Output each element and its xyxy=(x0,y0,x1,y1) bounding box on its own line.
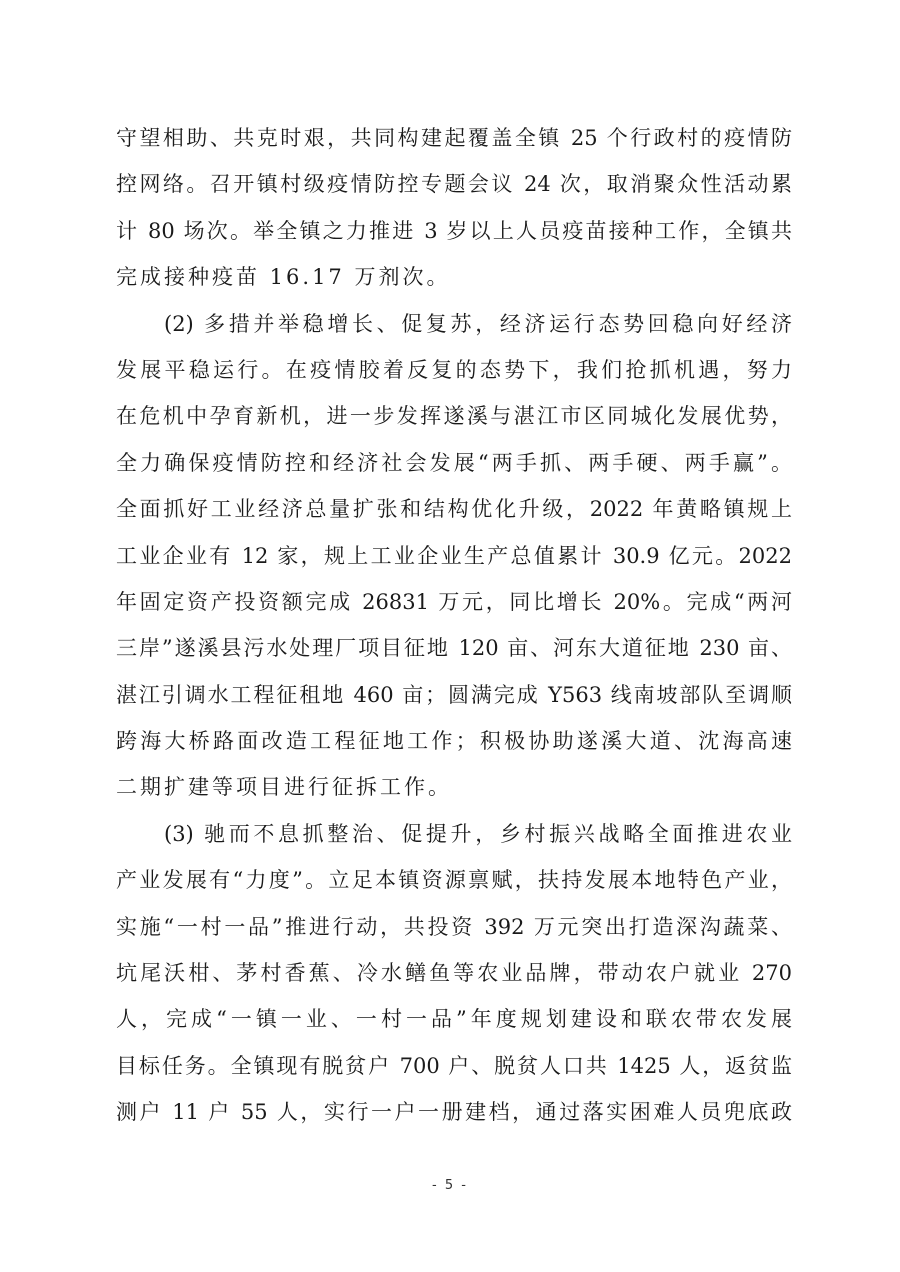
text-line: 坑尾沃柑、茅村香蕉、冷水鳝鱼等农业品牌，带动农户就业 270 xyxy=(116,961,792,986)
text-line: 二期扩建等项目进行征拆工作。 xyxy=(116,775,452,800)
page-number: - 5 - xyxy=(432,1178,468,1193)
section-heading-line: (3) 驰而不息抓整治、促提升，乡村振兴战略全面推进农业 xyxy=(164,821,792,846)
text-line: 计 80 场次。举全镇之力推进 3 岁以上人员疫苗接种工作，全镇共 xyxy=(116,218,792,243)
text-line: 全面抓好工业经济总量扩张和结构优化升级，2022 年黄略镇规上 xyxy=(116,497,792,522)
text-line: 实施“一村一品”推进行动，共投资 392 万元突出打造深沟蔬菜、 xyxy=(116,914,792,939)
text-line: 完成接种疫苗 16.17 万剂次。 xyxy=(116,265,451,290)
text-line: 控网络。召开镇村级疫情防控专题会议 24 次，取消聚众性活动累 xyxy=(116,172,792,197)
section-heading-line: (2) 多措并举稳增长、促复苏，经济运行态势回稳向好经济 xyxy=(164,311,792,336)
body-text xyxy=(116,115,792,1136)
text-line: 测户 11 户 55 人，实行一户一册建档，通过落实困难人员兜底政 xyxy=(116,1100,792,1125)
paragraph-3 xyxy=(116,811,792,1136)
paragraph-1 xyxy=(116,115,792,301)
text-line: 人，完成“一镇一业、一村一品”年度规划建设和联农带农发展 xyxy=(116,1007,792,1032)
text-line: 工业企业有 12 家，规上工业企业生产总值累计 30.9 亿元。2022 xyxy=(116,543,792,568)
text-line: 全力确保疫情防控和经济社会发展“两手抓、两手硬、两手赢”。 xyxy=(116,450,792,475)
text-line: 守望相助、共克时艰，共同构建起覆盖全镇 25 个行政村的疫情防 xyxy=(116,126,792,150)
text-line: 年固定资产投资额完成 26831 万元，同比增长 20%。完成“两河 xyxy=(116,589,792,614)
text-line: 湛江引调水工程征租地 460 亩；圆满完成 Y563 线南坡部队至调顺 xyxy=(116,682,792,707)
text-line: 三岸”遂溪县污水处理厂项目征地 120 亩、河东大道征地 230 亩、 xyxy=(116,636,792,661)
text-line: 发展平稳运行。在疫情胶着反复的态势下，我们抢抓机遇，努力 xyxy=(116,357,792,382)
text-line: 产业发展有“力度”。立足本镇资源禀赋，扶持发展本地特色产业， xyxy=(116,868,792,893)
text-line: 在危机中孕育新机，进一步发挥遂溪与湛江市区同城化发展优势， xyxy=(116,404,792,429)
text-line: 跨海大桥路面改造工程征地工作；积极协助遂溪大道、沈海高速 xyxy=(116,729,792,754)
paragraph-2 xyxy=(116,301,792,811)
text-line: 目标任务。全镇现有脱贫户 700 户、脱贫人口共 1425 人，返贫监 xyxy=(116,1053,792,1078)
